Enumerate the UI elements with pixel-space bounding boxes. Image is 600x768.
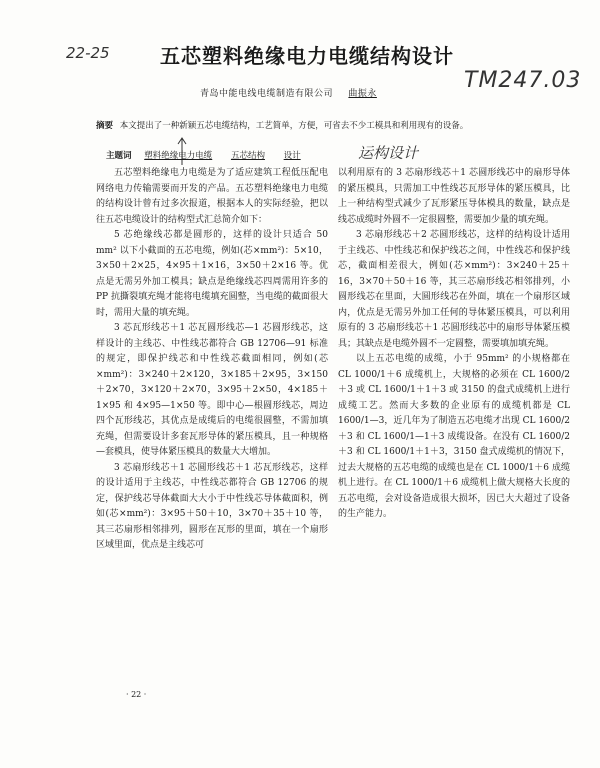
abstract (96, 119, 558, 134)
paragraph: 5 芯绝缘线芯都是圆形的，这样的设计只适合 50 mm² 以下小截面的五芯电缆，例如(芯×mm²)：5×10，3×50＋2×25，4×95＋1×16，3×50＋2×16 等。优点是无需另外加工模具；缺点是绝缘线芯四周需用许多的PP 抗撕裂填充绳才能将电缆填充圆整，当电缆的截面很大时，需用大量的填充绳。 (96, 230, 328, 318)
body-column-right (338, 166, 570, 523)
abstract-label: 摘要 (96, 121, 114, 131)
paragraph: 3 芯扇形线芯＋1 芯圆形线芯＋1 芯瓦形线芯，这样的设计适用于主线芯，中性线芯都符合 GB 12706 的规定，保护线芯导体截面大大小于中性线芯导体截面积，例如(芯×mm²)：3×95＋50＋10，3×70＋35＋10 等，其三芯扇形相邻排列，圆形在瓦形的里面，填在一个扇形区域里面，优点是主线芯可 (96, 462, 328, 550)
author-name: 曲振永 (348, 89, 377, 99)
paragraph: 3 芯瓦形线芯＋1 芯瓦圆形线芯—1 芯圆形线芯，这样设计的主线芯、中性线芯都符合 GB 12706—91 标准的规定，即保护线芯和中性线芯截面相同，例如(芯×mm²)：3×240＋2×120，3×185＋2×95，3×150＋2×70，3×120＋2×70，3×95＋2×50，4×185＋1×95 和 4×95—1×50 等。即中心—根圆形线芯，周边四个瓦形线芯，其优点是成缆后的电缆很圆整，不需加填充绳，但需要设计多套瓦形导体的紧压模具，且一种规格—套模具，使导体紧压模具的数量大大增加。 (96, 323, 328, 457)
article-title: 五芯塑料绝缘电力电缆结构设计 (160, 44, 454, 68)
keywords-label: 主题词 (106, 151, 132, 161)
paragraph: 3 芯扇形线芯＋2 芯圆形线芯，这样的结构设计适用于主线芯、中性线芯和保护线芯之间，中性线芯和保护线芯，截面相差很大，例如(芯×mm²)：3×240＋25＋16，3×70＋50＋16 等，其三芯扇形线芯相邻排列，小圆形线芯在里面，大圆形线芯在外面，填在一个扇形区域内，优点是无需另外加工任何的导体紧压模具，可以利用原有的 3 芯扇形线芯＋1 芯圆形线芯中的扇形导体紧压模具；其缺点是电缆外圆不一定圆整，需要填加填充绳。 (338, 230, 570, 349)
handwritten-keywords-note: 运构设计 (358, 144, 419, 162)
page-number: · 22 · (126, 690, 147, 699)
keyword: 塑料绝缘电力电缆 (144, 151, 213, 161)
body-column-left (96, 166, 328, 554)
keyword: 设计 (283, 151, 301, 161)
handwritten-classification: TM247.03 (464, 68, 582, 93)
affiliation: 青岛中能电线电缆制造有限公司 (200, 89, 334, 99)
paragraph: 以利用原有的 3 芯扇形线芯＋1 芯圆形线芯中的扇形导体的紧压模具，只需加工中性线芯瓦形导体的紧压模具，比上一种结构型式减少了瓦形紧压导体模具的数量，缺点是线芯成缆时外圆不一定很圆整，需要加少量的填充绳。 (338, 168, 570, 225)
abstract-text: 本文提出了一种新颖五芯电缆结构，工艺简单，方便，可省去不少工模具和利用现有的设备。 (119, 121, 469, 131)
handwritten-margin-note: 22-25 (66, 44, 110, 62)
keyword: 五芯结构 (230, 151, 265, 161)
author-line (200, 86, 377, 99)
paragraph: 以上五芯电缆的成缆，小于 95mm² 的小规格都在 CL 1000/1＋6 成缆机上，大规格的必须在 CL 1600/2＋3 或 CL 1600/1＋1＋3 或 3150 的盘式成缆机上进行成缆工艺。然而大多数的企业原有的成缆机都是 CL 1600/1—3，近几年为了制造五芯电缆才出现 CL 1600/2＋3 和 CL 1600/1—1＋3 成缆设备。在没有 CL 1600/2＋3 和 CL 1600/1＋1＋3，3150 盘式成缆机的情况下，过去大规格的五芯电缆的成缆也是在 CL 1000/1＋6 成缆机上进行。在 CL 1000/1＋6 成缆机上做大规格大长度的五芯电缆，会对设备造成很大损坏，因已大大超过了设备的生产能力。 (338, 354, 570, 519)
paragraph: 五芯塑料绝缘电力电缆是为了适应建筑工程低压配电网络电力传输需要而开发的产品。五芯塑料绝缘电力电缆的结构设计曾有过多次报道，根据本人的实际经验，把以往五芯电缆设计的结构型式汇总简介如下： (96, 168, 328, 225)
